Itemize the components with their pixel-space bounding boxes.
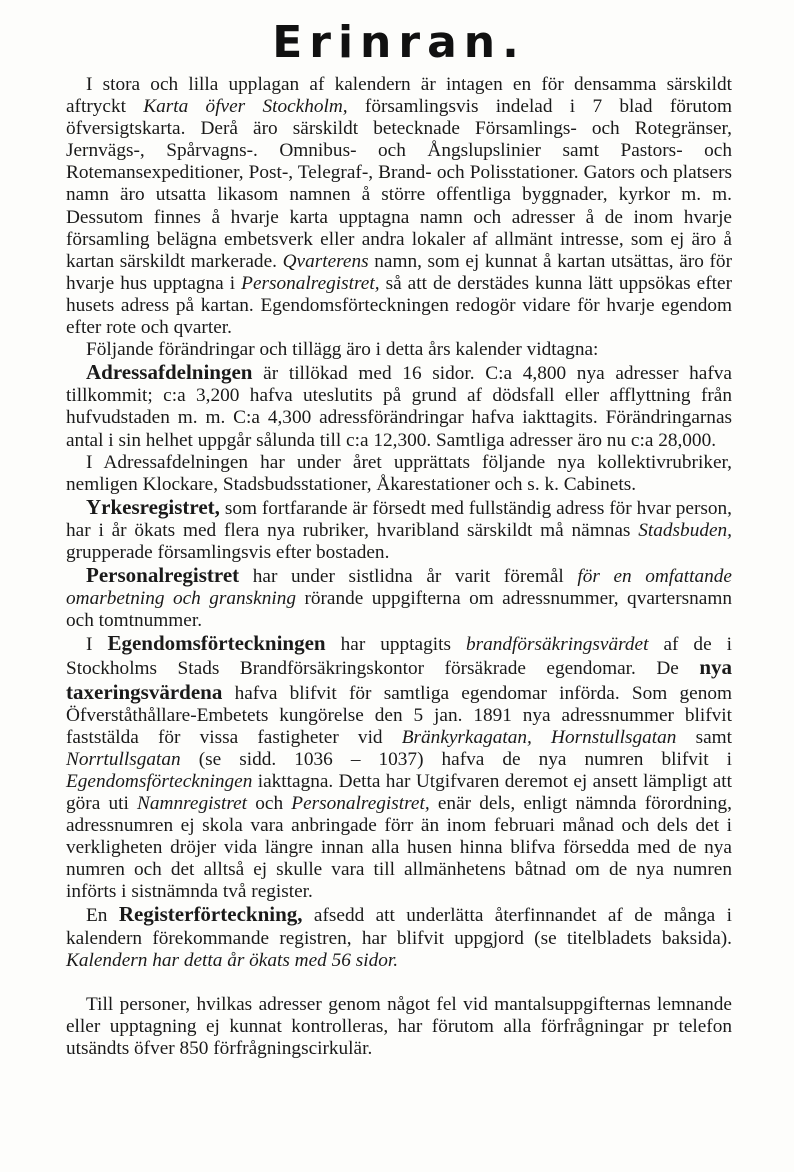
page-title: Erinran. — [272, 17, 526, 68]
body-text — [66, 74, 732, 1060]
text-span: namn, som ej kunnat å kartan utsättas, äro för hvarje hus upptagna i — [66, 250, 732, 294]
italic-span: Norrtullsgatan — [66, 748, 181, 770]
text-span: grupperade församlingsvis efter bostaden. — [66, 541, 390, 563]
text-span: så att de derstädes kunna lätt uppsökas efter husets adress på kartan. Egendomsförteckningen redogör vidare för hvarje egendom efter rote och qvarter. — [66, 272, 732, 339]
italic-span: Stadsbuden, — [638, 519, 732, 541]
italic-span: Bränkyrkagatan, Hornstullsgatan — [401, 726, 677, 748]
italic-span: Egendomsförteckningen — [66, 770, 253, 792]
paragraph-inquiries: Till personer, hvilkas adresser genom något fel vid mantalsuppgifternas lemnande eller upptagning ej kunnat kontrolleras, har förutom alla förfrågningar pr telefon utsändts öfver 850 förfrågningscirkulär. — [66, 993, 732, 1059]
text-span: (se sidd. 1036 – 1037) hafva de nya numren blifvit i — [180, 748, 732, 770]
italic-span: brandförsäkringsvärdet — [465, 634, 649, 656]
italic-span: Kalendern har detta år ökats med 56 sidor. — [66, 949, 399, 971]
italic-span: Namnregistret — [137, 793, 248, 814]
bold-heading: Personalregistret — [86, 563, 240, 588]
text-span: som fortfarande är försedt med fullständig adress för hvar person, har i år ökats med flera nya rubriker, hvaribland särskildt må nämnas — [66, 497, 732, 541]
paragraph-register-index — [66, 903, 732, 971]
text-span: I stora och lilla upplagan af kalendern är intagen en för densamma särskildt aftryckt — [66, 74, 732, 118]
text-span: enär dels, enligt nämnda förordning, adressnumren ej skola vara anbringade förr än inom februari månad och dels det i verkligheten dröjer vida längre innan alla husen hinna blifva försedda med de nya numren och det alltså ej skulle vara till allmänhetens båtnad om de nya numren införts i sistnämnda två register. — [66, 793, 732, 903]
paragraph-map-info — [66, 74, 732, 339]
text-span: hafva blifvit för samtliga egendomar införda. Som genom Öfverståthållare-Embetets kungörelse den 5 jan. 1891 nya adressnummer blifvit faststälda för vissa fastigheter vid — [66, 682, 732, 748]
text-span: I — [86, 634, 108, 656]
paragraph-address-section — [66, 361, 732, 451]
paragraph-spacer — [66, 972, 732, 994]
text-span: af de i Stockholms Stads Brandförsäkringskontor försäkrade egendomar. De — [66, 634, 732, 680]
text-span: församlingsvis indelad i 7 blad förutom öfversigtskarta. Derå äro särskildt betecknade Församlings- och Rotegränser, Jernvägs-, Spårvagns-. Omnibus- och Ångslupslinier samt Pastors- och Rotemansexpeditioner, Post-, Telegraf-, Brand- och Polisstationer. Gators och platsers namn äro utsatta likasom namnen å större offentliga byggnader, kyrkor m. m. Dessutom finnes å hvarje karta upptagna namn och adresser å de inom hvarje församling belägna embetsverk eller andra lokaler af allmänt intresse, som ej äro å kartan särskildt markerade. — [66, 96, 732, 272]
italic-span: Karta öfver Stockholm, — [143, 96, 348, 118]
text-span: En — [86, 905, 119, 927]
paragraph-personal-register — [66, 564, 732, 632]
paragraph-changes-intro: Följande förändringar och tillägg äro i detta års kalender vidtagna: — [86, 339, 599, 361]
bold-heading: Yrkesregistret, — [86, 494, 220, 519]
italic-span: Personalregistret, — [291, 793, 430, 814]
text-span: är tillökad med 16 sidor. C:a 4,800 nya adresser hafva tillkommit; c:a 3,200 hafva uteslutits på grund af dödsfall eller afflyttning från hufvudstaden m. m. C:a 4,300 adressförändringar hafva iakttagits. Förändringarnas antal i sin helhet uppgår sålunda till c:a 12,300. Samtliga adresser äro nu c:a 28,000. — [66, 363, 732, 451]
text-span: har under sistlidna år varit föremål — [239, 566, 578, 588]
text-span: rörande uppgifterna om adressnummer, qvartersnamn och tomtnummer. — [66, 588, 732, 632]
bold-heading: Registerförteckning, — [118, 902, 303, 927]
bold-heading: Adressafdelningen — [86, 360, 253, 385]
paragraph-trade-register — [66, 496, 732, 564]
text-span: afsedd att underlätta återfinnandet af de många i kalendern förekommande registren, har blifvit uppgjord (se titelbladets baksida). — [66, 905, 732, 949]
bold-heading: Egendomsförteckningen — [107, 631, 326, 656]
italic-span: för en omfattande omarbetning och granskning — [66, 566, 732, 610]
text-span: samt — [676, 726, 732, 748]
italic-span: Qvarterens — [282, 250, 369, 272]
text-span: iakttagna. Detta har Utgifvaren deremot ej ansett lämpligt att göra uti — [66, 770, 732, 814]
text-span: har upptagits — [325, 634, 466, 656]
paragraph-property-list — [66, 632, 732, 903]
italic-span: Personalregistret, — [241, 272, 380, 294]
text-span: och — [247, 793, 292, 814]
bold-heading: nya taxeringsvärdena — [66, 655, 732, 704]
paragraph-collective-headings: I Adressafdelningen har under året upprättats följande nya kollektivrubriker, nemligen Klockare, Stadsbudsstationer, Åkarestationer och s. k. Cabinets. — [66, 451, 732, 495]
